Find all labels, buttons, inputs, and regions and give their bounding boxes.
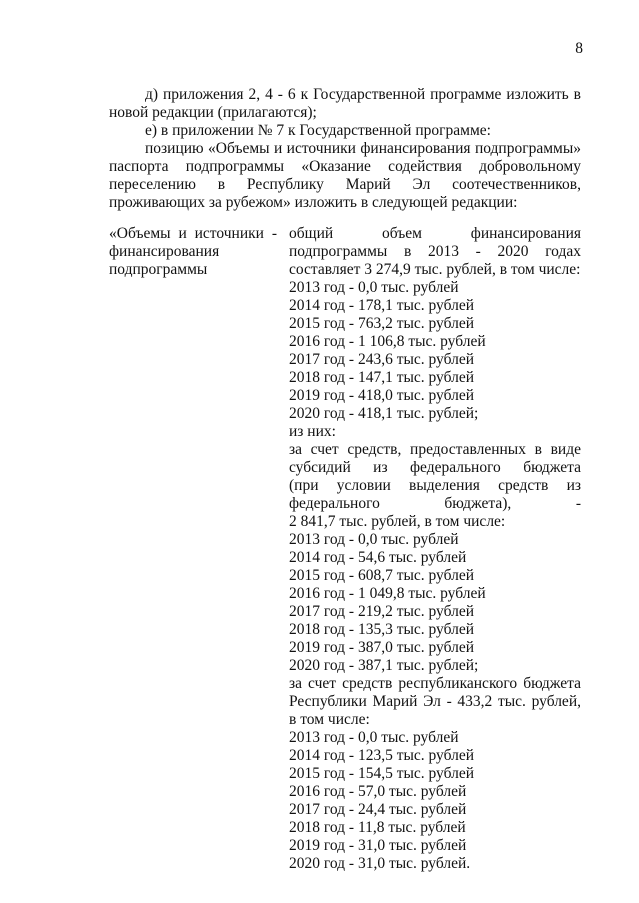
republic-line: Республики Марий Эл - 433,2 тыс. рублей,	[289, 693, 581, 710]
republic-line: в том числе:	[289, 711, 370, 728]
total-year-line: 2013 год - 0,0 тыс. рублей	[289, 279, 459, 296]
total-year-line: 2018 год - 147,1 тыс. рублей	[289, 369, 475, 386]
item-e-paragraph: е) в приложении № 7 к Государственной программе:	[145, 122, 491, 139]
of-them-line: из них:	[289, 423, 336, 440]
federal-year-line: 2014 год - 54,6 тыс. рублей	[289, 549, 467, 566]
republic-year-line: 2019 год - 31,0 тыс. рублей	[289, 837, 467, 854]
federal-year-line: 2019 год - 387,0 тыс. рублей	[289, 639, 475, 656]
federal-year-line: 2018 год - 135,3 тыс. рублей	[289, 621, 475, 638]
republic-year-line: 2020 год - 31,0 тыс. рублей.	[289, 855, 471, 872]
total-year-line: 2015 год - 763,2 тыс. рублей	[289, 315, 475, 332]
republic-line: за счет средств республиканского бюджета	[289, 675, 581, 692]
federal-line: за счет средств, предоставленных в виде	[289, 441, 581, 458]
total-year-line: 2020 год - 418,1 тыс. рублей;	[289, 405, 479, 422]
republic-year-line: 2018 год - 11,8 тыс. рублей	[289, 819, 466, 836]
federal-line: субсидий из федерального бюджета	[289, 459, 581, 476]
republic-year-line: 2014 год - 123,5 тыс. рублей	[289, 747, 475, 764]
federal-year-line: 2013 год - 0,0 тыс. рублей	[289, 531, 459, 548]
federal-year-line: 2017 год - 219,2 тыс. рублей	[289, 603, 475, 620]
federal-year-line: 2020 год - 387,1 тыс. рублей;	[289, 657, 479, 674]
federal-line: федерального бюджета), -	[289, 495, 581, 512]
total-line: общий объем финансирования	[289, 225, 581, 242]
total-year-line: 2017 год - 243,6 тыс. рублей	[289, 351, 475, 368]
table-left-column	[109, 225, 277, 279]
republic-year-line: 2015 год - 154,5 тыс. рублей	[289, 765, 475, 782]
total-year-line: 2019 год - 418,0 тыс. рублей	[289, 387, 475, 404]
republic-year-line: 2016 год - 57,0 тыс. рублей	[289, 783, 467, 800]
federal-year-line: 2016 год - 1 049,8 тыс. рублей	[289, 585, 486, 602]
federal-line: 2 841,7 тыс. рублей, в том числе:	[289, 513, 506, 530]
total-line: подпрограммы в 2013 - 2020 годах	[289, 243, 581, 260]
total-line: составляет 3 274,9 тыс. рублей, в том числе:	[289, 261, 581, 278]
federal-line: (при условии выделения средств из	[289, 477, 581, 494]
republic-year-line: 2017 год - 24,4 тыс. рублей	[289, 801, 467, 818]
intro-text	[109, 86, 581, 212]
item-d-paragraph: д) приложения 2, 4 - 6 к Государственной программе изложить в новой редакции (прилагаются);	[109, 86, 581, 121]
position-paragraph: позицию «Объемы и источники финансирования подпрограммы» паспорта подпрограммы «Оказание содействия добровольному переселению в Республику Марий Эл соотечественников, проживающих за рубежом» изложить в следующей редакции:	[109, 140, 581, 211]
left-label-line: финансирования	[109, 243, 220, 260]
left-label-line: подпрограммы	[109, 261, 208, 278]
page-number: 8	[575, 40, 583, 57]
total-year-line: 2014 год - 178,1 тыс. рублей	[289, 297, 475, 314]
table-right-column	[289, 225, 581, 873]
republic-year-line: 2013 год - 0,0 тыс. рублей	[289, 729, 459, 746]
left-label-line: «Объемы и источники -	[109, 225, 277, 242]
federal-year-line: 2015 год - 608,7 тыс. рублей	[289, 567, 475, 584]
total-year-line: 2016 год - 1 106,8 тыс. рублей	[289, 333, 486, 350]
